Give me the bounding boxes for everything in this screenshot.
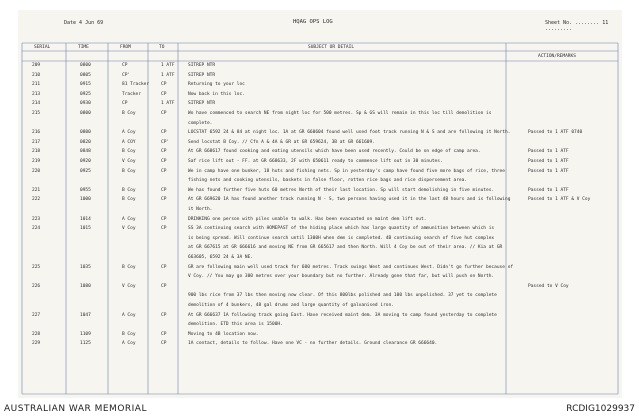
cell-time: 1109: [80, 331, 91, 337]
cell-to: CP: [161, 130, 167, 136]
cell-to: CP: [161, 91, 167, 97]
cell-from: V Coy: [122, 226, 136, 232]
cell-from: B Coy: [122, 168, 136, 174]
cell-time: 0820: [80, 139, 91, 145]
cell-time: 0920: [80, 159, 91, 164]
col-header-subject: SUBJECT OR DETAIL: [308, 45, 355, 50]
cell-serial: 223: [32, 216, 41, 222]
cell-subject: at GR 667615 at GR 666616 and moving NE from GR 665617 and then North. Will 4 Coy be out of their area. // Kia at GR: [188, 245, 503, 251]
cell-serial: 213: [32, 91, 41, 97]
col-header-action: ACTION/REMARKS: [538, 54, 576, 59]
cell-serial: 215: [32, 111, 41, 116]
cell-to: 1 ATF: [161, 101, 175, 107]
cell-to: CP: [161, 283, 167, 289]
cell-from: A Coy: [122, 216, 136, 222]
cell-subject: LOCSTAT 6592 24 & 84 at night loc. 1A at GR 660604 found well used foot track running N & S and are following it North.: [188, 130, 511, 136]
cell-to: CP': [161, 139, 170, 145]
cell-to: 1 ATF: [161, 63, 175, 68]
cell-time: 0800: [80, 130, 91, 136]
cell-serial: 227: [32, 312, 41, 318]
cell-from: A COY: [122, 139, 136, 145]
cell-serial: 214: [32, 101, 41, 107]
cell-from: 81 Tracker: [122, 82, 150, 88]
cell-time: 0925: [80, 168, 91, 174]
cell-subject: GR are following main well used track for 600 metres. Track swings West and continues West. Didn't go further because of: [188, 264, 514, 270]
cell-time: 1035: [80, 264, 91, 270]
cell-to: CP: [161, 159, 167, 164]
cell-time: 0925: [80, 91, 91, 97]
cell-serial: 224: [32, 226, 41, 232]
cell-action: Passed to 1 ATF 0740: [528, 130, 583, 136]
cell-subject: Now back in this loc.: [188, 91, 245, 97]
cell-subject: complete.: [188, 120, 213, 126]
cell-to: CP: [161, 168, 167, 174]
cell-to: CP: [161, 82, 167, 88]
log-sheet: [18, 10, 622, 398]
cell-subject: At GR 668617 found cooking and eating utensils which have been used recently. Could be on edge of camp area.: [188, 149, 481, 155]
archive-reference: RCDIG1029937: [566, 404, 635, 414]
cell-serial: 221: [32, 187, 41, 193]
sheet-number: Sheet No. ........ 11 .........: [545, 20, 609, 32]
cell-to: CP: [161, 331, 167, 337]
cell-from: B Coy: [122, 187, 136, 193]
cell-subject: demolition. ETD this area is 1500H.: [188, 322, 283, 328]
table-grid-lines: [18, 10, 622, 398]
cell-from: A Coy: [122, 312, 136, 318]
cell-action: Passed to 1 ATF: [528, 159, 569, 164]
cell-to: CP: [161, 312, 167, 318]
cell-serial: 225: [32, 264, 41, 270]
log-date: Date 4 Jun 69: [64, 20, 104, 26]
cell-serial: 216: [32, 130, 41, 136]
log-title: HQAG OPS LOG: [293, 19, 333, 25]
cell-to: CP: [161, 264, 167, 270]
cell-subject: fishing nets and cooking utensils, baskets in false floor, rotten rice bags and rice dispersement area.: [188, 178, 468, 184]
archive-footer: [0, 400, 639, 418]
cell-serial: 209: [32, 63, 41, 68]
cell-subject: We in camp have one bunker, 18 huts and fishing nets. Sp in yesterday's camp have found five more bags of rice, three: [188, 168, 505, 174]
cell-subject: it North.: [188, 207, 213, 212]
cell-time: 0955: [80, 187, 91, 193]
cell-subject: SITREP NTR: [188, 63, 216, 68]
cell-subject: We has found further five huts 60 metres North of their last location. Sp will start demolishing in five minutes.: [188, 187, 495, 193]
cell-serial: 217: [32, 139, 41, 145]
cell-time: 1015: [80, 226, 91, 232]
cell-subject: SS 3A continuing search with HOMEPAST of the hiding place which has large quantity of ammunition between which is: [188, 226, 495, 232]
cell-action: Passed to V Coy: [528, 283, 569, 289]
cell-subject: 1A contact, details to follow. Have one VC - no further details. Ground clearance GR 666640.: [188, 341, 438, 347]
cell-subject: SITREP NTR: [188, 72, 216, 78]
cell-from: A Coy: [122, 130, 136, 136]
cell-to: CP: [161, 187, 167, 193]
cell-from: CP: [122, 101, 128, 107]
cell-action: Passed to 1 ATF & V Coy: [528, 197, 591, 203]
cell-subject: is being spread. Will continue search until 1300H when dem is completed. 4B continuing search of five hut complex: [188, 235, 495, 241]
cell-action: Passed to 1 ATF: [528, 168, 569, 174]
cell-subject: Moving to 4B location now.: [188, 331, 259, 337]
cell-time: 0805: [80, 72, 91, 78]
cell-subject: 663605, 6592 24 & 3A NE.: [188, 255, 254, 260]
cell-subject: Returning to your loc: [188, 82, 245, 88]
cell-time: 0930: [80, 101, 91, 107]
cell-serial: 222: [32, 197, 41, 203]
cell-time: 0915: [80, 82, 91, 88]
cell-subject: At GR 666637 1A following track going East. Have received maint dem. 3A moving to camp found yesterday to complete: [188, 312, 497, 318]
col-header-serial: SERIAL: [34, 45, 51, 50]
cell-subject: V Coy. // You may go 300 metres over your boundary but no further. Already gone that far, but will push on North.: [188, 274, 495, 280]
cell-time: 1000: [80, 197, 91, 203]
cell-from: CP: [122, 63, 128, 68]
cell-to: CP: [161, 111, 167, 116]
cell-from: B Coy: [122, 197, 136, 203]
cell-to: CP: [161, 149, 167, 155]
cell-from: Tracker: [122, 91, 141, 97]
cell-subject: Saf rice lift out - FF. at GR 668633, 2F with 650611 ready to commence lift out in 30 minutes.: [188, 159, 443, 164]
cell-from: B Coy: [122, 149, 136, 155]
cell-from: A Coy: [122, 341, 136, 347]
cell-serial: 218: [32, 149, 41, 155]
cell-serial: 211: [32, 82, 41, 88]
cell-time: 0800: [80, 111, 91, 116]
cell-to: CP: [161, 226, 167, 232]
cell-from: CP': [122, 72, 131, 78]
cell-time: 1047: [80, 312, 91, 318]
col-header-time: TIME: [78, 45, 89, 50]
cell-from: V Coy: [122, 283, 136, 289]
cell-to: CP: [161, 197, 167, 203]
cell-time: 1125: [80, 341, 91, 347]
cell-serial: 228: [32, 331, 41, 337]
cell-to: CP: [161, 216, 167, 222]
cell-action: Passed to 1 ATF: [528, 187, 569, 193]
archive-name: AUSTRALIAN WAR MEMORIAL: [4, 404, 147, 414]
cell-subject: At GR 669620 1A has found another track running N - S, two persons having used it in the last 48 hours and is following: [188, 197, 511, 203]
cell-serial: 219: [32, 159, 41, 164]
cell-from: B Coy: [122, 331, 136, 337]
cell-serial: 229: [32, 341, 41, 347]
cell-action: Passed to 1 ATF: [528, 149, 569, 155]
cell-from: B Coy: [122, 264, 136, 270]
cell-time: 1080: [80, 283, 91, 289]
cell-to: CP: [161, 341, 167, 347]
cell-to: 1 ATF: [161, 72, 175, 78]
cell-subject: Send locstat B Coy. // Cfn A & 4A & GR at GR 659624, 3B at GR 661609.: [188, 139, 375, 145]
cell-subject: DRINKING one person with piles unable to walk. Has been evacuated on maint dem lift out.: [188, 216, 427, 222]
cell-time: 0800: [80, 63, 91, 68]
cell-time: 0848: [80, 149, 91, 155]
cell-from: B Coy: [122, 111, 136, 116]
cell-serial: 210: [32, 72, 41, 78]
cell-time: 1014: [80, 216, 91, 222]
cell-serial: 226: [32, 283, 41, 289]
col-header-to: TO: [159, 45, 165, 50]
cell-subject: demolition of 4 bunkers, 48 gal drums and large quantity of galvanised iron.: [188, 303, 394, 308]
cell-subject: SITREP NTR: [188, 101, 216, 107]
cell-subject: Wo have commenced to search NE from night loc for 500 metres. Sp & GS will remain in this loc till demolition is: [188, 111, 492, 116]
cell-from: V Coy: [122, 159, 136, 164]
cell-subject: 900 lbs rice from 37 lbs then moving now clear. Of this 800lbs polished and 100 lbs unpolished. 37 yet to complete: [188, 293, 497, 299]
cell-serial: 220: [32, 168, 41, 174]
col-header-from: FROM: [120, 45, 131, 50]
